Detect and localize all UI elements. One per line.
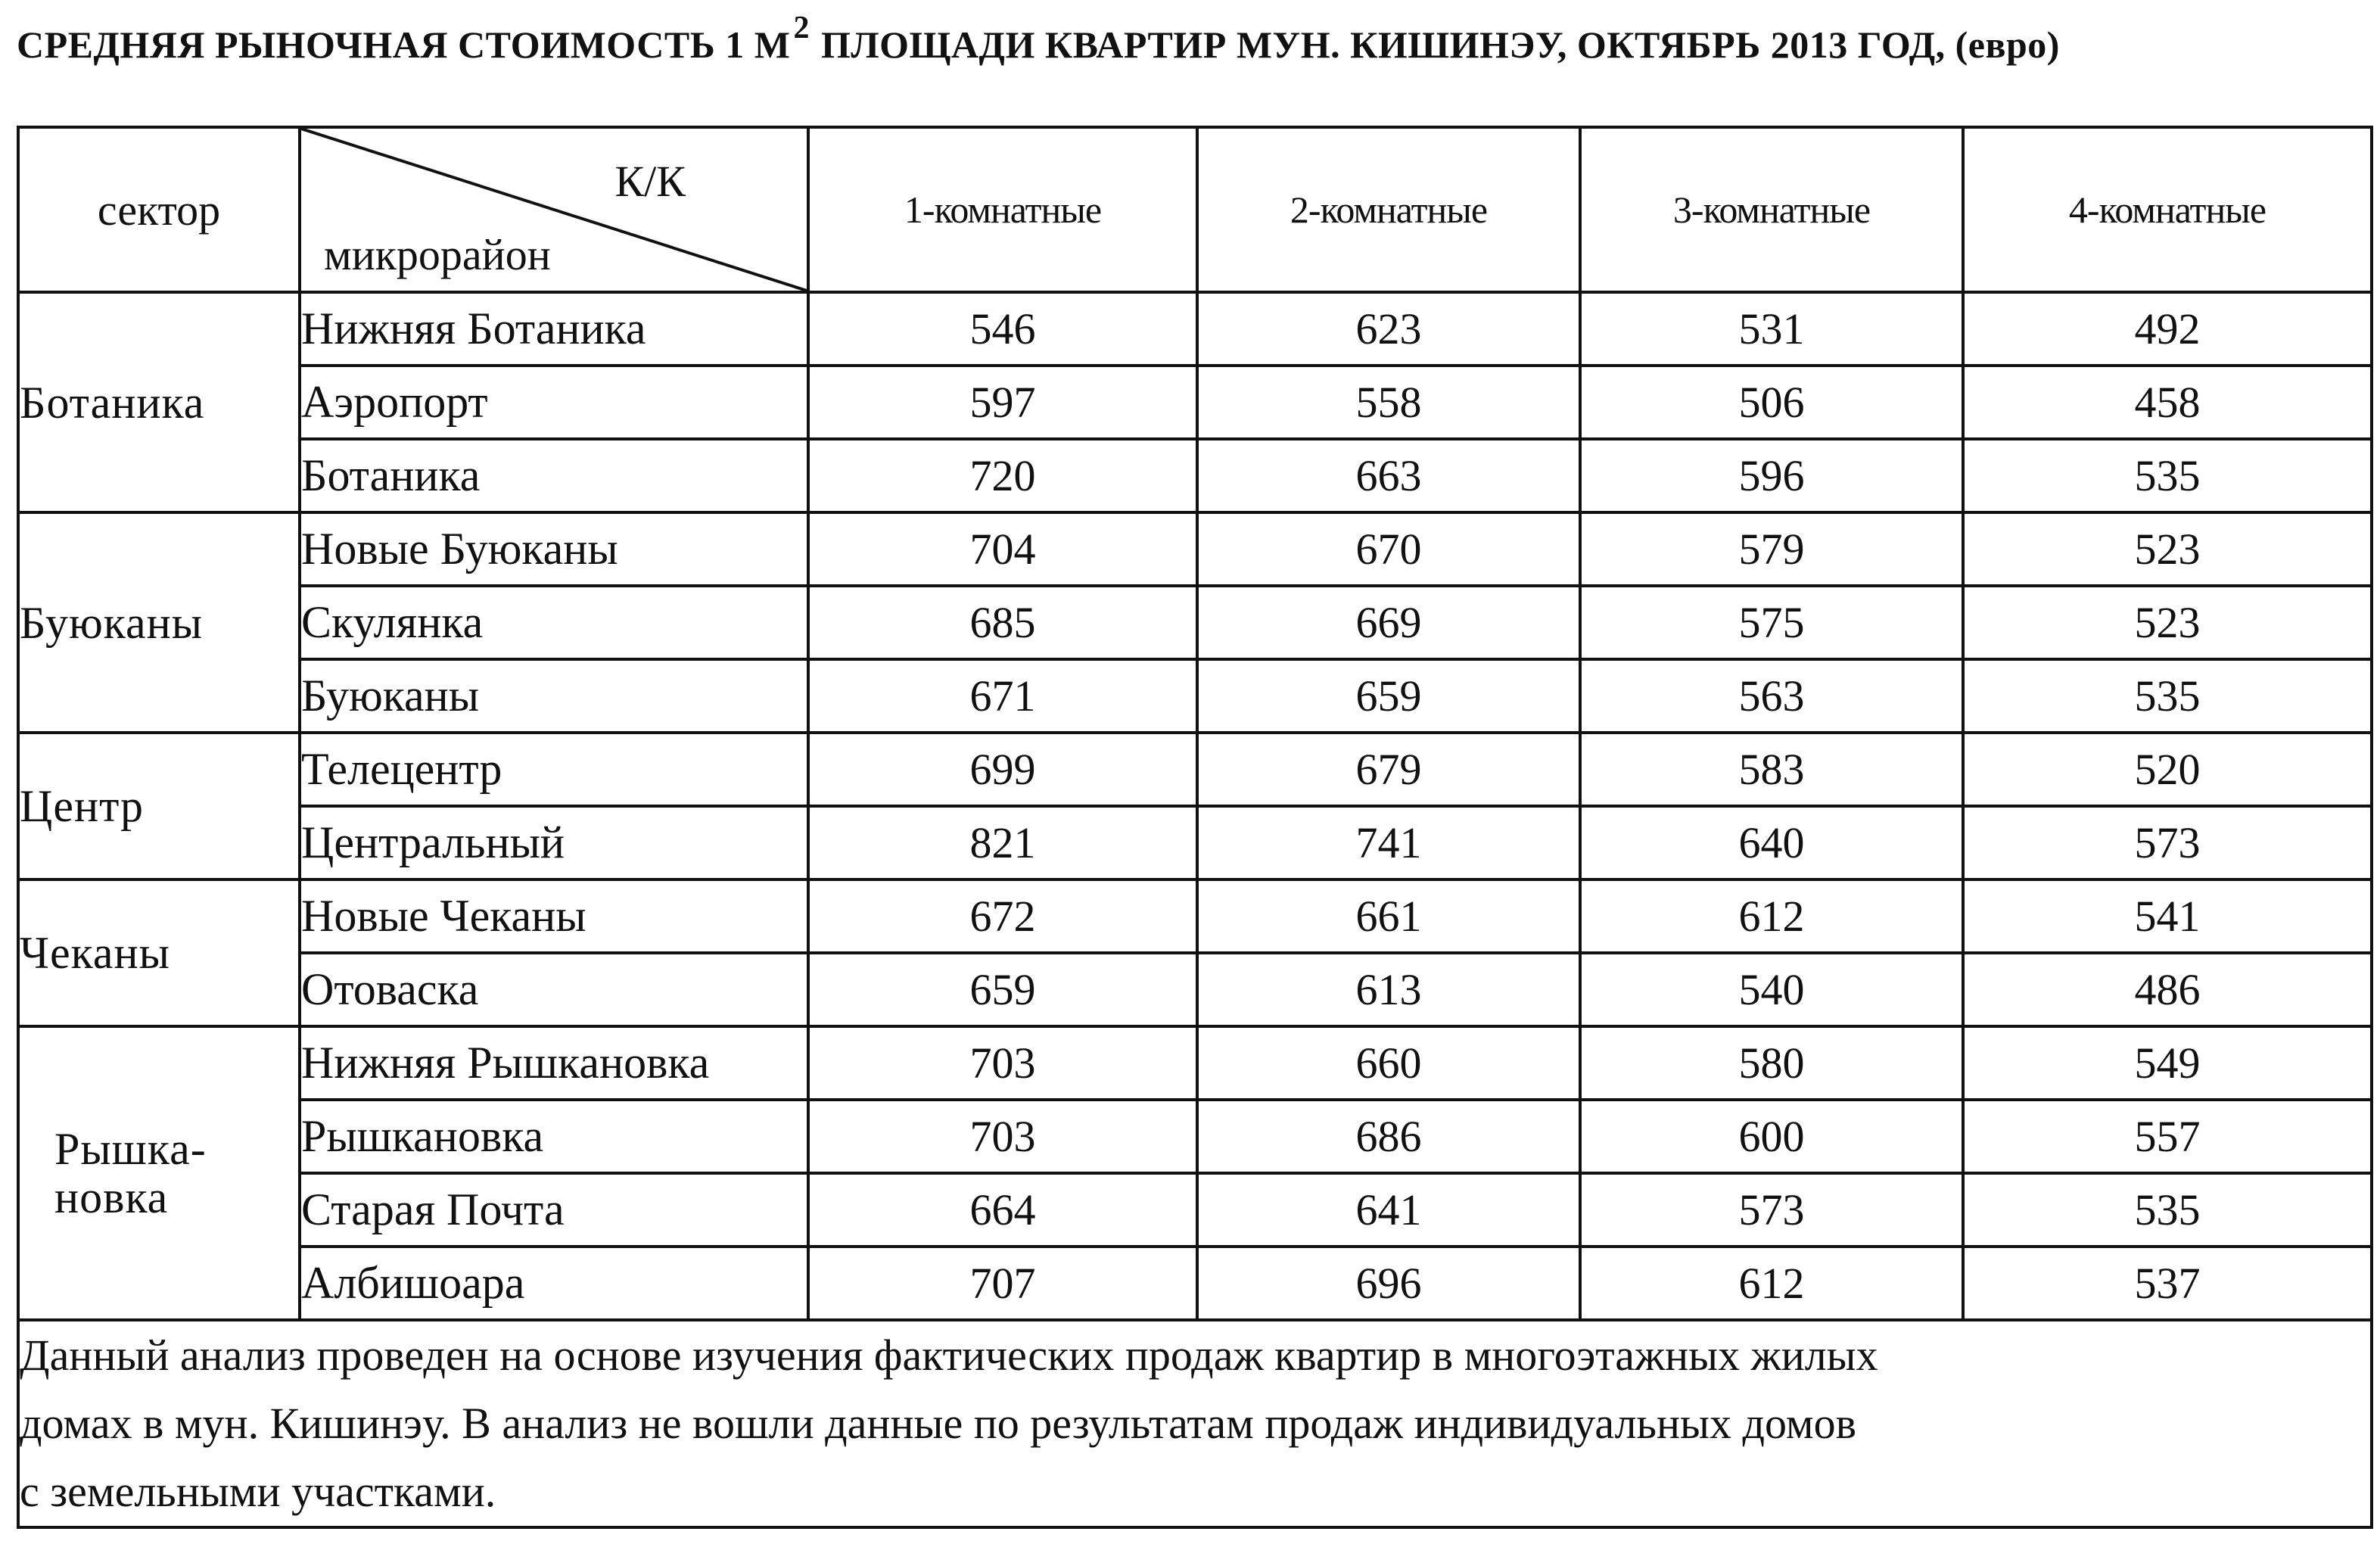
value-cell: 506 — [1580, 366, 1963, 439]
value-cell: 661 — [1197, 879, 1580, 953]
table-row — [18, 733, 2372, 806]
value-cell: 696 — [1197, 1247, 1580, 1320]
value-cell: 699 — [808, 733, 1197, 806]
value-cell: 546 — [808, 292, 1197, 366]
table-row — [18, 879, 2372, 953]
value-cell: 703 — [808, 1100, 1197, 1173]
table-row — [18, 1026, 2372, 1100]
title-text: СРЕДНЯЯ РЫНОЧНАЯ СТОИМОСТЬ 1 М — [17, 23, 791, 66]
district-cell: Нижняя Ботаника — [300, 292, 808, 366]
column-header-1-room: 1-комнатные — [808, 127, 1197, 292]
column-header-4-room: 4-комнатные — [1963, 127, 2372, 292]
table-row — [18, 512, 2372, 586]
title-text-end: ПЛОЩАДИ КВАРТИР МУН. КИШИНЭУ, ОКТЯБРЬ 2013 ГОД, (евро) — [810, 23, 2060, 66]
district-cell: Ботаника — [300, 439, 808, 512]
district-cell: Телецентр — [300, 733, 808, 806]
value-cell: 659 — [1197, 659, 1580, 733]
district-cell: Скулянка — [300, 586, 808, 659]
table-row — [18, 1173, 2372, 1247]
price-table — [17, 126, 2373, 1529]
value-cell: 535 — [1963, 1173, 2372, 1247]
value-cell: 660 — [1197, 1026, 1580, 1100]
value-cell: 640 — [1580, 806, 1963, 879]
district-cell: Отоваска — [300, 953, 808, 1026]
sector-cell-buyukany: Буюканы — [18, 512, 300, 733]
value-cell: 531 — [1580, 292, 1963, 366]
value-cell: 623 — [1197, 292, 1580, 366]
footnote-line: с земельными участками. — [20, 1467, 496, 1516]
district-cell: Рышкановка — [300, 1100, 808, 1173]
table-row — [18, 292, 2372, 366]
sector-name-line2: новка — [54, 1172, 169, 1222]
value-cell: 685 — [808, 586, 1197, 659]
value-cell: 557 — [1963, 1100, 2372, 1173]
value-cell: 580 — [1580, 1026, 1963, 1100]
table-row — [18, 586, 2372, 659]
district-cell: Центральный — [300, 806, 808, 879]
value-cell: 579 — [1580, 512, 1963, 586]
footnote — [18, 1320, 2372, 1527]
value-cell: 613 — [1197, 953, 1580, 1026]
value-cell: 540 — [1580, 953, 1963, 1026]
sector-name-line1: Рышка- — [54, 1124, 207, 1174]
district-cell: Новые Буюканы — [300, 512, 808, 586]
district-cell: Аэропорт — [300, 366, 808, 439]
value-cell: 663 — [1197, 439, 1580, 512]
value-cell: 641 — [1197, 1173, 1580, 1247]
title-superscript: 2 — [793, 11, 810, 45]
column-header-2-room: 2-комнатные — [1197, 127, 1580, 292]
value-cell: 659 — [808, 953, 1197, 1026]
value-cell: 523 — [1963, 586, 2372, 659]
diagonal-header-cell — [300, 127, 808, 292]
sector-cell-botanika: Ботаника — [18, 292, 300, 512]
value-cell: 549 — [1963, 1026, 2372, 1100]
value-cell: 535 — [1963, 439, 2372, 512]
value-cell: 703 — [808, 1026, 1197, 1100]
value-cell: 458 — [1963, 366, 2372, 439]
value-cell: 541 — [1963, 879, 2372, 953]
value-cell: 520 — [1963, 733, 2372, 806]
value-cell: 573 — [1580, 1173, 1963, 1247]
sector-cell-ryshkanovka — [18, 1026, 300, 1320]
value-cell: 707 — [808, 1247, 1197, 1320]
value-cell: 664 — [808, 1173, 1197, 1247]
value-cell: 686 — [1197, 1100, 1580, 1173]
sector-header: сектор — [18, 127, 300, 292]
room-count-label: К/К — [614, 157, 686, 206]
district-cell: Нижняя Рышкановка — [300, 1026, 808, 1100]
table-row — [18, 439, 2372, 512]
table-row — [18, 366, 2372, 439]
district-cell: Старая Почта — [300, 1173, 808, 1247]
value-cell: 523 — [1963, 512, 2372, 586]
footnote-line: Данный анализ проведен на основе изучения фактических продаж квартир в многоэтажных жилых — [20, 1331, 1878, 1380]
sector-cell-chekany: Чеканы — [18, 879, 300, 1026]
table-row — [18, 1247, 2372, 1320]
microdistrict-label: микрорайон — [324, 230, 551, 279]
value-cell: 583 — [1580, 733, 1963, 806]
value-cell: 558 — [1197, 366, 1580, 439]
value-cell: 670 — [1197, 512, 1580, 586]
value-cell: 679 — [1197, 733, 1580, 806]
value-cell: 600 — [1580, 1100, 1963, 1173]
value-cell: 612 — [1580, 879, 1963, 953]
district-cell: Буюканы — [300, 659, 808, 733]
value-cell: 486 — [1963, 953, 2372, 1026]
value-cell: 741 — [1197, 806, 1580, 879]
page-title — [17, 11, 2370, 67]
value-cell: 821 — [808, 806, 1197, 879]
value-cell: 535 — [1963, 659, 2372, 733]
value-cell: 492 — [1963, 292, 2372, 366]
footnote-line: домах в мун. Кишинэу. В анализ не вошли данные по результатам продаж индивидуальных домов — [20, 1399, 1856, 1448]
table-row — [18, 659, 2372, 733]
district-cell: Новые Чеканы — [300, 879, 808, 953]
value-cell: 720 — [808, 439, 1197, 512]
value-cell: 612 — [1580, 1247, 1963, 1320]
column-header-3-room: 3-комнатные — [1580, 127, 1963, 292]
value-cell: 669 — [1197, 586, 1580, 659]
value-cell: 671 — [808, 659, 1197, 733]
value-cell: 537 — [1963, 1247, 2372, 1320]
district-cell: Албишоара — [300, 1247, 808, 1320]
value-cell: 573 — [1963, 806, 2372, 879]
value-cell: 672 — [808, 879, 1197, 953]
table-row — [18, 806, 2372, 879]
value-cell: 563 — [1580, 659, 1963, 733]
sector-cell-tsentr: Центр — [18, 733, 300, 879]
value-cell: 596 — [1580, 439, 1963, 512]
value-cell: 597 — [808, 366, 1197, 439]
header-row — [18, 127, 2372, 292]
footnote-row — [18, 1320, 2372, 1527]
value-cell: 575 — [1580, 586, 1963, 659]
table-row — [18, 953, 2372, 1026]
value-cell: 704 — [808, 512, 1197, 586]
table-row — [18, 1100, 2372, 1173]
